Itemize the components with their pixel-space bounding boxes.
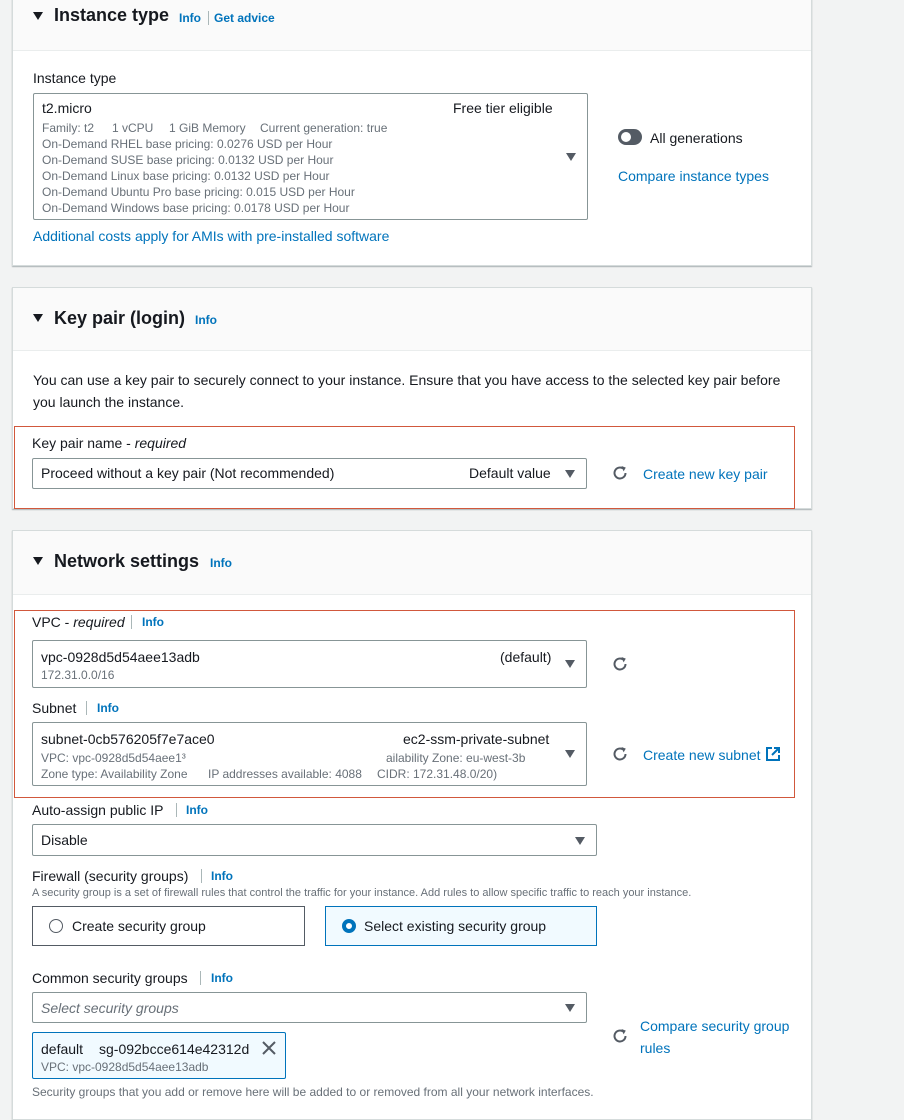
subnet-info-link[interactable]: Info: [97, 701, 119, 715]
info-link[interactable]: Info: [179, 11, 201, 25]
pricing-windows: On-Demand Windows base pricing: 0.0178 USD per Hour: [42, 201, 350, 215]
vpc-value: vpc-0928d5d54aee13adb: [41, 649, 200, 665]
key-pair-selected-value: Proceed without a key pair (Not recommended): [41, 465, 335, 481]
separator: [86, 701, 87, 715]
default-value-tag: Default value: [469, 465, 551, 481]
subnet-value: subnet-0cb576205f7e7ace0: [41, 731, 215, 747]
additional-costs-link[interactable]: Additional costs apply for AMIs with pre-installed software: [33, 228, 390, 244]
toggle-knob: [621, 132, 631, 142]
panel-title: Key pair (login): [54, 308, 186, 328]
dropdown-arrow-icon: [575, 837, 585, 845]
dropdown-arrow-icon: [565, 1004, 575, 1012]
instance-type-name: t2.micro: [42, 100, 92, 116]
all-generations-label: All generations: [650, 130, 743, 146]
subnet-cidr: CIDR: 172.31.48.0/20): [377, 767, 498, 781]
refresh-icon[interactable]: [611, 1027, 629, 1045]
pricing-ubuntu-pro: On-Demand Ubuntu Pro base pricing: 0.015 USD per Hour: [42, 185, 355, 199]
subnet-ips-available: IP addresses available: 4088: [208, 767, 362, 781]
subnet-availability-zone: ailability Zone: eu-west-3b: [386, 751, 526, 765]
free-tier-badge: Free tier eligible: [453, 100, 553, 116]
get-advice-link[interactable]: Get advice: [214, 11, 275, 25]
token-sg-id: sg-092bcce614e42312d: [99, 1041, 250, 1057]
collapse-caret-icon[interactable]: [33, 12, 43, 20]
firewall-label: Firewall (security groups): [32, 868, 189, 884]
dropdown-arrow-icon: [566, 153, 576, 161]
subnet-name: ec2-ssm-private-subnet: [403, 731, 550, 747]
subnet-label: Subnet: [32, 700, 77, 716]
instance-spec-family: Family: t2: [42, 121, 95, 135]
pricing-rhel: On-Demand RHEL base pricing: 0.0276 USD per Hour: [42, 137, 333, 151]
compare-instance-types-link[interactable]: Compare instance types: [618, 168, 769, 184]
info-link[interactable]: Info: [210, 556, 232, 570]
dropdown-arrow-icon: [565, 750, 575, 758]
panel-header: [13, 288, 811, 351]
remove-close-icon[interactable]: [262, 1041, 276, 1055]
token-name: default: [41, 1041, 84, 1057]
panel-header: [13, 531, 811, 595]
instance-spec-generation: Current generation: true: [260, 121, 388, 135]
separator: [201, 869, 202, 883]
key-pair-select[interactable]: [32, 458, 587, 489]
refresh-icon[interactable]: [611, 464, 629, 482]
security-group-token: [32, 1032, 286, 1079]
compare-sg-rules-link-cont[interactable]: rules: [640, 1040, 671, 1056]
instance-type-panel: [12, 0, 812, 266]
refresh-icon[interactable]: [611, 655, 629, 673]
security-groups-placeholder: Select security groups: [41, 1000, 179, 1016]
panel-title: Network settings: [54, 551, 200, 571]
public-ip-info-link[interactable]: Info: [186, 803, 208, 817]
public-ip-label: Auto-assign public IP: [32, 802, 164, 818]
refresh-icon[interactable]: [611, 745, 629, 763]
pricing-linux: On-Demand Linux base pricing: 0.0132 USD per Hour: [42, 169, 330, 183]
token-vpc: VPC: vpc-0928d5d54aee13adb: [41, 1060, 209, 1074]
vpc-label: VPC - required: [32, 614, 125, 630]
all-generations-toggle[interactable]: [618, 129, 642, 145]
panel-header: [13, 0, 811, 51]
instance-type-select[interactable]: [33, 93, 588, 220]
dropdown-arrow-icon: [565, 470, 575, 478]
instance-spec-memory: 1 GiB Memory: [169, 121, 246, 135]
vpc-select[interactable]: [32, 640, 587, 688]
separator: [208, 11, 209, 25]
common-security-groups-label: Common security groups: [32, 970, 188, 986]
subnet-zone-type: Zone type: Availability Zone: [41, 767, 188, 781]
collapse-caret-icon[interactable]: [33, 314, 43, 322]
separator: [176, 803, 177, 817]
pricing-suse: On-Demand SUSE base pricing: 0.0132 USD per Hour: [42, 153, 334, 167]
vpc-cidr: 172.31.0.0/16: [41, 668, 115, 682]
key-pair-name-label: Key pair name - required: [32, 435, 187, 451]
security-groups-footer: Security groups that you add or remove here will be added to or removed from all your network interfaces.: [32, 1085, 594, 1099]
panel-title: Instance type: [54, 5, 170, 25]
common-sg-info-link[interactable]: Info: [211, 971, 233, 985]
vpc-default-tag: (default): [500, 649, 552, 665]
option-label: Create security group: [72, 918, 206, 934]
instance-type-label: Instance type: [33, 70, 117, 86]
external-link-icon[interactable]: [765, 746, 781, 762]
public-ip-value: Disable: [41, 832, 88, 848]
key-pair-description: You can use a key pair to securely connect to your instance. Ensure that you have access to the selected key pair before you launch the instance.: [33, 372, 781, 410]
separator: [131, 615, 132, 629]
collapse-caret-icon[interactable]: [33, 557, 43, 565]
firewall-info-link[interactable]: Info: [211, 869, 233, 883]
instance-spec-vcpu: 1 vCPU: [112, 121, 154, 135]
radio-button-selected[interactable]: [342, 919, 356, 933]
select-existing-security-group-option[interactable]: [325, 906, 597, 946]
radio-button[interactable]: [49, 919, 63, 933]
info-link[interactable]: Info: [195, 313, 217, 327]
option-label: Select existing security group: [364, 918, 547, 934]
subnet-vpc: VPC: vpc-0928d5d54aee1³: [41, 751, 186, 765]
separator: [200, 971, 201, 985]
create-security-group-option[interactable]: [32, 906, 305, 946]
subnet-select[interactable]: [32, 722, 587, 786]
public-ip-select[interactable]: [32, 824, 597, 856]
dropdown-arrow-icon: [565, 660, 575, 668]
create-key-pair-link[interactable]: Create new key pair: [643, 466, 768, 482]
security-groups-select[interactable]: [32, 992, 587, 1023]
create-subnet-link[interactable]: Create new subnet: [643, 747, 761, 763]
vpc-info-link[interactable]: Info: [142, 615, 164, 629]
firewall-description: A security group is a set of firewall rules that control the traffic for your instance. Add rules to allow specific traffic to reach your instance.: [32, 887, 692, 899]
compare-sg-rules-link[interactable]: Compare security group: [640, 1018, 790, 1034]
